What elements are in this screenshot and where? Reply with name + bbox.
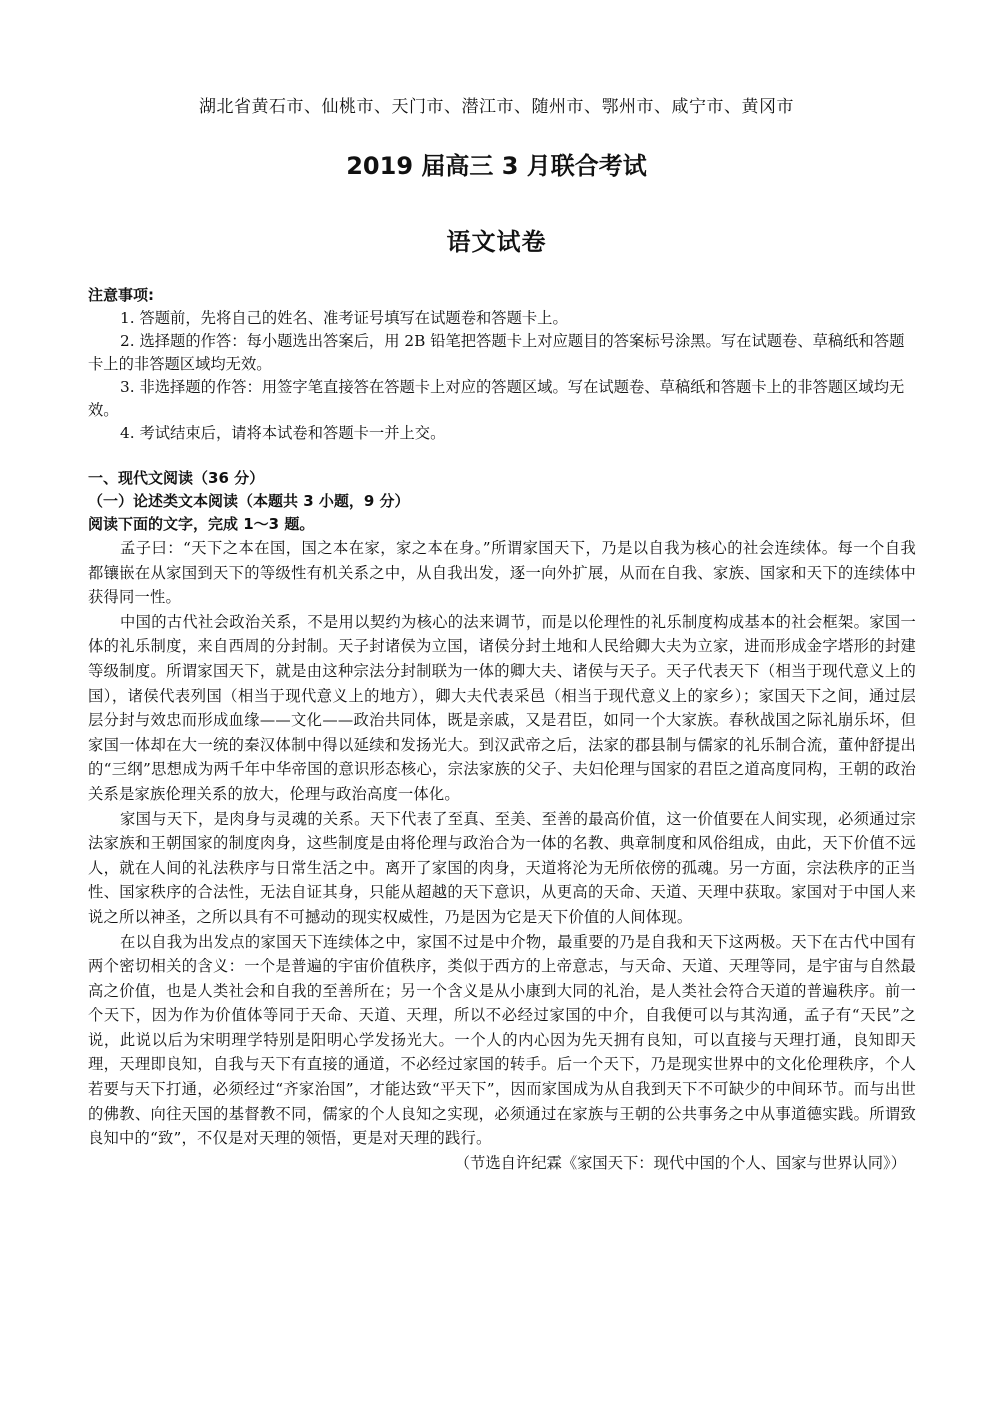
paper-title: 语文试卷 [446, 228, 547, 256]
notice-heading: 注意事项: [88, 286, 154, 304]
notice-item-2: 2. 选择题的作答：每小题选出答案后，用 2B 铅笔把答题卡上对应题目的答案标号涂黑。写在试题卷、草稿纸和答题卡上的非答题区域均无效。 [88, 332, 905, 373]
section-heading: 一、现代文阅读（36 分） [88, 469, 265, 487]
spacer [88, 445, 916, 467]
notice-item-4: 4. 考试结束后，请将本试卷和答题卡一并上交。 [120, 424, 446, 442]
content-body [88, 284, 916, 1176]
reading-instruction: 阅读下面的文字，完成 1～3 题。 [88, 515, 315, 533]
passage-paragraph-1: 孟子曰：“天下之本在国，国之本在家，家之本在身。”所谓家国天下，乃是以自我为核心的社会连续体。每一个自我都镶嵌在从家国到天下的等级性有机关系之中，从自我出发，逐一向外扩展，从而在自我、家族、国家和天下的连续体中获得同一性。 [88, 539, 916, 607]
exam-title: 2019 届高三 3 月联合考试 [346, 152, 647, 180]
passage-paragraph-2: 中国的古代社会政治关系，不是用以契约为核心的法来调节，而是以伦理性的礼乐制度构成基本的社会框架。家国一体的礼乐制度，来自西周的分封制。天子封诸侯为立国，诸侯分封土地和人民给卿大夫为立家，进而形成金字塔形的封建等级制度。所谓家国天下，就是由这种宗法分封制联为一体的卿大夫、诸侯与天子。天子代表天下（相当于现代意义上的国），诸侯代表列国（相当于现代意义上的地方），卿大夫代表采邑（相当于现代意义上的家乡）；家国天下之间，通过层层分封与效忠而形成血缘——文化——政治共同体，既是亲戚，又是君臣，如同一个大家族。春秋战国之际礼崩乐坏，但家国一体却在大一统的秦汉体制中得以延续和发扬光大。到汉武帝之后，法家的郡县制与儒家的礼乐制合流，董仲舒提出的“三纲”思想成为两千年中华帝国的意识形态核心，宗法家族的父子、夫妇伦理与国家的君臣之道高度同构，王朝的政治关系是家族伦理关系的放大，伦理与政治高度一体化。 [88, 612, 916, 803]
notice-item-3: 3. 非选择题的作答：用签字笔直接答在答题卡上对应的答题区域。写在试题卷、草稿纸和答题卡上的非答题区域均无效。 [88, 378, 905, 419]
passage-paragraph-3: 家国与天下，是肉身与灵魂的关系。天下代表了至真、至美、至善的最高价值，这一价值要在人间实现，必须通过宗法家族和王朝国家的制度肉身，这些制度是由将伦理与政治合为一体的名教、典章制度和风俗组成，由此，天下价值不远人，就在人间的礼法秩序与日常生活之中。离开了家国的肉身，天道将沦为无所依傍的孤魂。另一方面，宗法秩序的正当性、国家秩序的合法性，无法自证其身，只能从超越的天下意识，从更高的天命、天道、天理中获取。家国对于中国人来说之所以神圣，之所以具有不可撼动的现实权威性，乃是因为它是天下价值的人间体现。 [88, 809, 916, 926]
passage-source: （节选自许纪霖《家国天下：现代中国的个人、国家与世界认同》） [454, 1153, 906, 1172]
notice-item-1: 1. 答题前，先将自己的姓名、准考证号填写在试题卷和答题卡上。 [120, 309, 568, 327]
header-regions: 湖北省黄石市、仙桃市、天门市、潜江市、随州市、鄂州市、咸宁市、黄冈市 [199, 97, 794, 117]
passage-paragraph-4: 在以自我为出发点的家国天下连续体之中，家国不过是中介物，最重要的乃是自我和天下这两极。天下在古代中国有两个密切相关的含义：一个是普遍的宇宙价值秩序，类似于西方的上帝意志，与天命、天道、天理等同，是宇宙与自然最高之价值，也是人类社会和自我的至善所在；另一个含义是从小康到大同的礼治，是人类社会符合天道的普遍秩序。前一个天下，因为作为价值体等同于天命、天道、天理，所以不必经过家国的中介，自我便可以与其沟通，孟子有“天民”之说，此说以后为宋明理学特别是阳明心学发扬光大。一个人的内心因为先天拥有良知，可以直接与天理打通，良知即天理，天理即良知，自我与天下有直接的通道，不必经过家国的转手。后一个天下，乃是现实世界中的文化伦理秩序，个人若要与天下打通，必须经过“齐家治国”，才能达致“平天下”，因而家国成为从自我到天下不可缺少的中间环节。而与出世的佛教、向往天国的基督教不同，儒家的个人良知之实现，必须通过在家族与王朝的公共事务之中从事道德实践。所谓致良知中的“致”，不仅是对天理的领悟，更是对天理的践行。 [88, 932, 916, 1148]
section-subheading: （一）论述类文本阅读（本题共 3 小题，9 分） [88, 492, 410, 510]
